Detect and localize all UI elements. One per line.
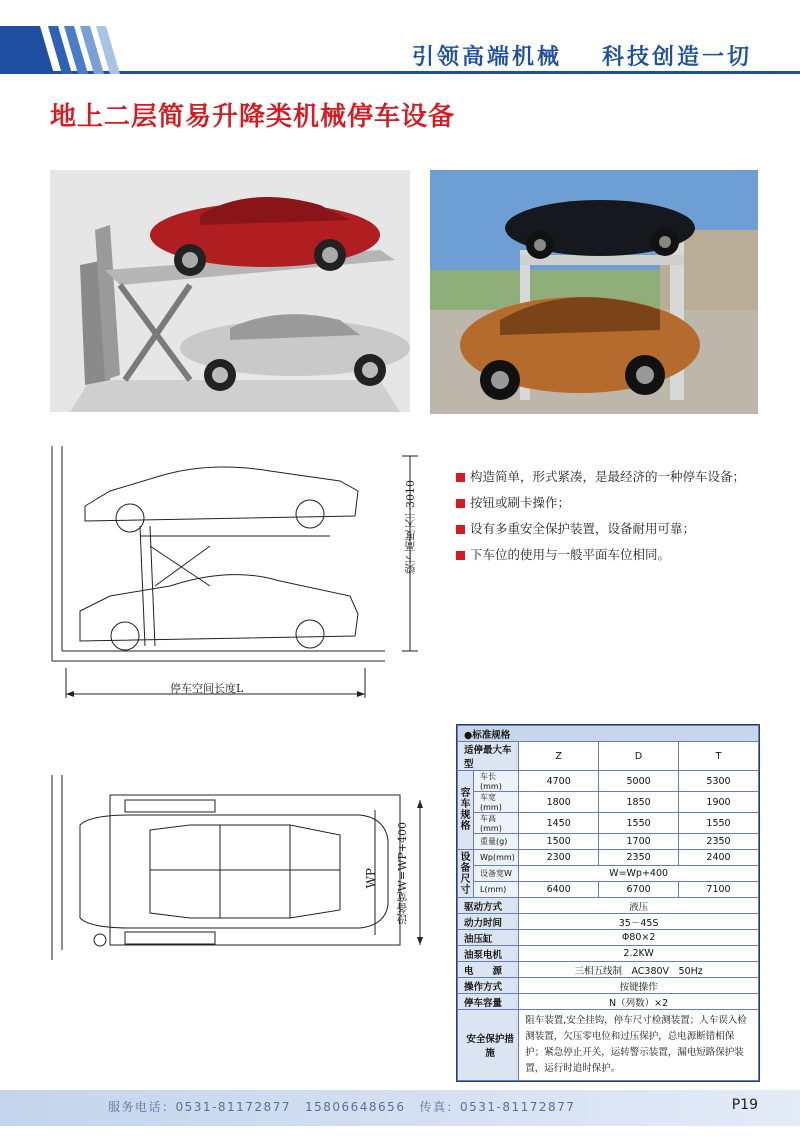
product-photo-installed xyxy=(430,170,758,414)
cell: 2300 xyxy=(519,850,599,866)
height-label: 梁下高度大于3010 xyxy=(404,480,417,574)
mobile-phone: 15806648656 xyxy=(304,1100,406,1114)
cell: 7100 xyxy=(679,882,759,898)
page-title: 地上二层简易升降类机械停车设备 xyxy=(50,102,456,132)
row-label: 操作方式 xyxy=(458,978,519,994)
row-label: 车高(mm) xyxy=(474,813,519,834)
cell: 2400 xyxy=(679,850,759,866)
row-label: 车长(mm) xyxy=(474,771,519,792)
fax-number: 0531-81172877 xyxy=(459,1100,576,1114)
cell: 6700 xyxy=(599,882,679,898)
wp-label: WP xyxy=(364,868,378,889)
cell: W=Wp+400 xyxy=(519,866,759,882)
row-label: 电 源 xyxy=(458,962,519,978)
feature-list xyxy=(456,464,776,568)
slogan-left: 引领高端机械 xyxy=(411,45,562,70)
model-t: T xyxy=(679,742,759,771)
safety-label: 安全保护措施 xyxy=(458,1010,519,1081)
cell: N（列数）×2 xyxy=(519,994,759,1010)
top-view-drawing xyxy=(40,770,440,970)
row-label: 油压缸 xyxy=(458,930,519,946)
service-phone: 0531-81172877 xyxy=(175,1100,291,1114)
cell: Φ80×2 xyxy=(519,930,759,946)
feature-item: 设有多重安全保护装置，设备耐用可靠； xyxy=(456,516,776,542)
row-label: 重量(g) xyxy=(474,834,519,850)
cell: 1550 xyxy=(679,813,759,834)
row-label: 停车容量 xyxy=(458,994,519,1010)
footer-contact xyxy=(108,1098,575,1115)
group-car-label: 容车规格 xyxy=(458,771,474,850)
row-label: Wp(mm) xyxy=(474,850,519,866)
feature-item: 按钮或刷卡操作； xyxy=(456,490,776,516)
model-label: 适停最大车型 xyxy=(458,742,519,771)
page-number: P19 xyxy=(731,1097,758,1113)
safety-text: 阻车装置,安全挂钩，停车尺寸检测装置；人车误入检测装置，欠压零电位和过压保护，总电源断错相保护；紧急停止开关，运转警示装置，漏电短路保护装置，运行时追时保护。 xyxy=(519,1010,759,1081)
cell: 1850 xyxy=(599,792,679,813)
cell: 按键操作 xyxy=(519,978,759,994)
slogan-right: 科技创造一切 xyxy=(601,45,752,70)
fax-label: 传真： xyxy=(419,1100,460,1114)
width-label: 设备宽W=WP+400 xyxy=(396,822,409,925)
feature-item: 构造简单，形式紧凑，是最经济的一种停车设备； xyxy=(456,464,776,490)
cell: 35－45S xyxy=(519,914,759,930)
cell: 三相五线制 AC380V 50Hz xyxy=(519,962,759,978)
row-label: 油泵电机 xyxy=(458,946,519,962)
row-label: 驱动方式 xyxy=(458,898,519,914)
row-label: L(mm) xyxy=(474,882,519,898)
cell: 4700 xyxy=(519,771,599,792)
row-label: 设备宽W xyxy=(474,866,519,882)
model-d: D xyxy=(599,742,679,771)
length-label: 停车空间长度L xyxy=(170,682,244,695)
header-slogan xyxy=(412,40,752,71)
service-label: 服务电话： xyxy=(108,1100,176,1114)
cell: 5000 xyxy=(599,771,679,792)
group-size-label: 设备尺寸 xyxy=(458,850,474,898)
cell: 5300 xyxy=(679,771,759,792)
model-z: Z xyxy=(519,742,599,771)
cell: 6400 xyxy=(519,882,599,898)
row-label: 车宽(mm) xyxy=(474,792,519,813)
feature-item: 下车位的使用与一般平面车位相同。 xyxy=(456,542,776,568)
product-photo-scissor-lift xyxy=(50,170,410,412)
header-stripes-logo xyxy=(0,26,160,74)
cell: 2350 xyxy=(599,850,679,866)
cell: 1900 xyxy=(679,792,759,813)
spec-table xyxy=(456,724,760,1082)
row-label: 动力时间 xyxy=(458,914,519,930)
cell: 2.2KW xyxy=(519,946,759,962)
cell: 1450 xyxy=(519,813,599,834)
side-view-drawing xyxy=(40,436,440,706)
spec-heading: ●标准规格 xyxy=(458,726,759,742)
cell: 液压 xyxy=(519,898,759,914)
cell: 1500 xyxy=(519,834,599,850)
cell: 1550 xyxy=(599,813,679,834)
cell: 1800 xyxy=(519,792,599,813)
cell: 1700 xyxy=(599,834,679,850)
cell: 2350 xyxy=(679,834,759,850)
